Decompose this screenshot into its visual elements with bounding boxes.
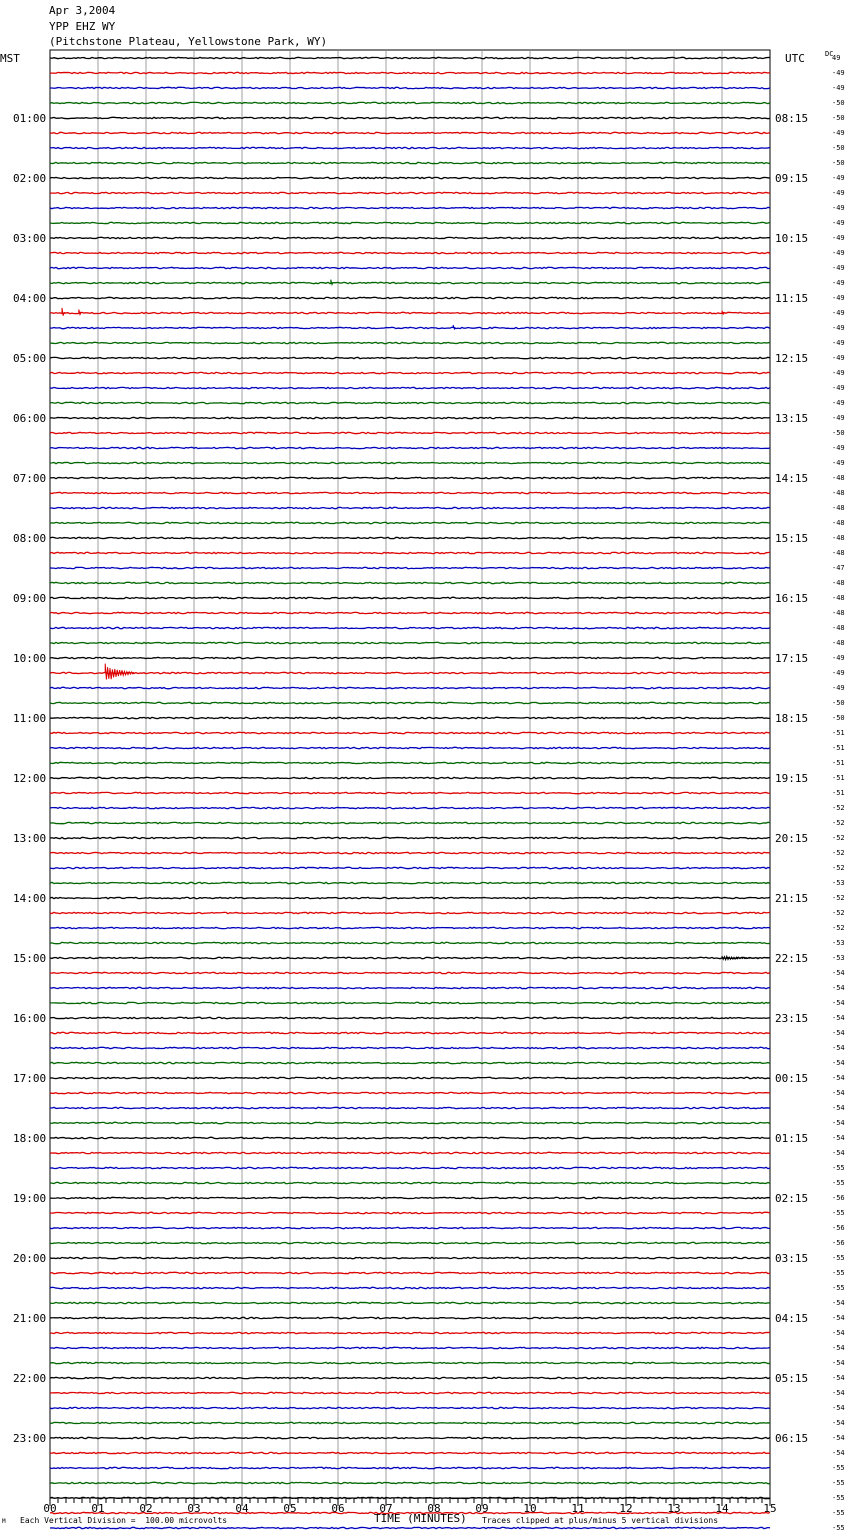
dc-offset-label: -54 — [832, 969, 845, 977]
hour-label-right: 03:15 — [775, 1252, 809, 1265]
trace-line — [50, 282, 770, 283]
x-tick-label: 02 — [139, 1502, 153, 1515]
dc-offset-label: -48 — [832, 504, 845, 512]
dc-offset-label: -55 — [832, 1464, 845, 1472]
dc-offset-label: -54 — [832, 1029, 845, 1037]
trace-line — [50, 1212, 770, 1213]
x-tick-label: 14 — [715, 1502, 729, 1515]
hour-label-left: 23:00 — [13, 1432, 47, 1445]
dc-offset-label: -50 — [832, 144, 845, 152]
dc-offset-label: -49 — [832, 354, 845, 362]
trace-line — [50, 432, 770, 433]
trace-line — [50, 747, 770, 748]
hour-label-right: 11:15 — [775, 292, 809, 305]
x-tick-label: 13 — [667, 1502, 681, 1515]
dc-offset-label: -56 — [832, 1194, 845, 1202]
hour-label-right: 05:15 — [775, 1372, 809, 1385]
trace-line — [50, 312, 770, 313]
event-waveform — [62, 308, 64, 316]
trace-line — [50, 477, 770, 478]
trace-line — [50, 1137, 770, 1138]
dc-offset-label: -49 — [832, 654, 845, 662]
trace-line — [50, 1227, 770, 1228]
hour-label-left: 16:00 — [13, 1012, 47, 1025]
dc-offset-label: -54 — [832, 1074, 845, 1082]
dc-offset-label: -54 — [832, 1149, 845, 1157]
trace-line — [50, 567, 770, 568]
dc-offset-label: -54 — [832, 984, 845, 992]
trace-line — [50, 717, 770, 718]
trace-line — [50, 207, 770, 208]
trace-line — [50, 987, 770, 988]
hour-label-left: 17:00 — [13, 1072, 47, 1085]
trace-line — [50, 852, 770, 853]
hour-label-right: 15:15 — [775, 532, 809, 545]
trace-line — [50, 657, 770, 658]
dc-offset-label: -49 — [832, 174, 845, 182]
trace-line — [50, 867, 770, 868]
dc-offset-label: -49 — [832, 294, 845, 302]
trace-line — [50, 1527, 770, 1528]
trace-line — [50, 342, 770, 343]
dc-offset-label: -52 — [832, 924, 845, 932]
hour-label-right: 12:15 — [775, 352, 809, 365]
trace-line — [50, 1287, 770, 1288]
hour-label-right: 04:15 — [775, 1312, 809, 1325]
trace-line — [50, 1347, 770, 1348]
dc-offset-label: -54 — [832, 1104, 845, 1112]
dc-offset-label: -51 — [832, 759, 845, 767]
dc-offset-label: -54 — [832, 1044, 845, 1052]
dc-offset-label: -54 — [832, 1374, 845, 1382]
trace-line — [50, 1107, 770, 1108]
dc-offset-label: -55 — [832, 1479, 845, 1487]
header-date: Apr 3,2004 — [49, 4, 116, 17]
hour-label-left: 14:00 — [13, 892, 47, 905]
dc-offset-label: -48 — [832, 519, 845, 527]
dc-offset-label: -51 — [832, 744, 845, 752]
trace-line — [50, 162, 770, 163]
trace-line — [50, 492, 770, 493]
trace-line — [50, 1092, 770, 1093]
dc-offset-label: -54 — [832, 1014, 845, 1022]
trace-line — [50, 777, 770, 778]
dc-offset-label: -55 — [832, 1164, 845, 1172]
trace-line — [50, 1062, 770, 1063]
hour-label-left: 09:00 — [13, 592, 47, 605]
trace-line — [50, 1482, 770, 1483]
dc-offset-label: -51 — [832, 774, 845, 782]
dc-offset-label: -49 — [832, 189, 845, 197]
trace-line — [50, 1167, 770, 1168]
trace-line — [50, 417, 770, 418]
dc-offset-label: -49 — [832, 414, 845, 422]
dc-offset-label: -54 — [832, 1059, 845, 1067]
dc-offset-label: -52 — [832, 819, 845, 827]
trace-line — [50, 1257, 770, 1258]
hour-label-right: 14:15 — [775, 472, 809, 485]
hour-label-right: 09:15 — [775, 172, 809, 185]
x-axis-label: TIME (MINUTES) — [374, 1512, 467, 1525]
dc-offset-label: -48 — [832, 594, 845, 602]
trace-line — [50, 447, 770, 448]
hour-label-left: 01:00 — [13, 112, 47, 125]
trace-line — [50, 627, 770, 628]
trace-line — [50, 507, 770, 508]
dc-offset-label: -55 — [832, 1269, 845, 1277]
dc-offset-label: -52 — [832, 849, 845, 857]
hour-label-left: 13:00 — [13, 832, 47, 845]
trace-line — [50, 327, 770, 328]
dc-offset-label: -49 — [832, 234, 845, 242]
trace-line — [50, 612, 770, 613]
dc-offset-label: -56 — [832, 1224, 845, 1232]
trace-line — [50, 702, 770, 703]
trace-line — [50, 552, 770, 553]
hour-label-left: 12:00 — [13, 772, 47, 785]
x-tick-label: 09 — [475, 1502, 489, 1515]
dc-offset-label: -56 — [832, 1239, 845, 1247]
trace-line — [50, 1197, 770, 1198]
dc-offset-label: -49 — [832, 444, 845, 452]
trace-line — [50, 1272, 770, 1273]
x-tick-label: 00 — [43, 1502, 57, 1515]
trace-line — [50, 1317, 770, 1318]
trace-line — [50, 597, 770, 598]
dc-offset-label: -52 — [832, 909, 845, 917]
hour-label-left: 15:00 — [13, 952, 47, 965]
header-station: YPP EHZ WY — [49, 20, 116, 33]
dc-offset-label: -48 — [832, 474, 845, 482]
trace-line — [50, 822, 770, 823]
dc-offset-label: -54 — [832, 1134, 845, 1142]
dc-offset-label: -55 — [832, 1209, 845, 1217]
hour-label-right: 16:15 — [775, 592, 809, 605]
dc-offset-label: -54 — [832, 1389, 845, 1397]
dc-offset-label: -54 — [832, 1119, 845, 1127]
hour-label-left: 04:00 — [13, 292, 47, 305]
dc-offset-label: -49 — [832, 69, 845, 77]
hour-label-left: 02:00 — [13, 172, 47, 185]
hour-label-left: 08:00 — [13, 532, 47, 545]
x-tick-label: 07 — [379, 1502, 393, 1515]
dc-offset-label: -49 — [832, 459, 845, 467]
right-timezone-label: UTC — [785, 52, 805, 65]
dc-offset-label: 49 — [832, 54, 841, 62]
trace-line — [50, 1302, 770, 1303]
dc-offset-label: -51 — [832, 789, 845, 797]
dc-offset-label: -50 — [832, 699, 845, 707]
x-tick-label: 05 — [283, 1502, 297, 1515]
trace-line — [50, 252, 770, 253]
dc-offset-label: -54 — [832, 1329, 845, 1337]
trace-line — [50, 237, 770, 238]
dc-offset-label: -54 — [832, 1404, 845, 1412]
dc-offset-label: -49 — [832, 324, 845, 332]
trace-line — [50, 117, 770, 118]
left-timezone-label: MST — [0, 52, 20, 65]
trace-line — [50, 582, 770, 583]
dc-offset-label: -49 — [832, 669, 845, 677]
dc-offset-label: -54 — [832, 1089, 845, 1097]
trace-line — [50, 1407, 770, 1408]
dc-offset-label: -52 — [832, 804, 845, 812]
trace-line — [50, 927, 770, 928]
dc-offset-label: -54 — [832, 1419, 845, 1427]
dc-offset-label: -54 — [832, 999, 845, 1007]
dc-offset-label: -53 — [832, 939, 845, 947]
dc-header-label: DC — [825, 50, 834, 58]
trace-line — [50, 462, 770, 463]
hour-label-left: 07:00 — [13, 472, 47, 485]
x-tick-label: 06 — [331, 1502, 345, 1515]
trace-line — [50, 732, 770, 733]
dc-offset-label: -49 — [832, 279, 845, 287]
dc-offset-label: -49 — [832, 339, 845, 347]
trace-line — [50, 1422, 770, 1423]
trace-line — [50, 537, 770, 538]
hour-label-left: 11:00 — [13, 712, 47, 725]
dc-offset-label: -52 — [832, 864, 845, 872]
trace-line — [50, 1377, 770, 1378]
x-tick-label: 01 — [91, 1502, 105, 1515]
x-tick-label: 11 — [571, 1502, 585, 1515]
dc-offset-label: -48 — [832, 579, 845, 587]
hour-label-left: 21:00 — [13, 1312, 47, 1325]
dc-offset-label: -48 — [832, 549, 845, 557]
hour-label-left: 10:00 — [13, 652, 47, 665]
dc-offset-label: -49 — [832, 129, 845, 137]
trace-line — [50, 1437, 770, 1438]
trace-line — [50, 1077, 770, 1078]
trace-line — [50, 807, 770, 808]
dc-offset-label: -50 — [832, 114, 845, 122]
x-tick-label: 04 — [235, 1502, 249, 1515]
trace-line — [50, 762, 770, 763]
dc-offset-label: -50 — [832, 159, 845, 167]
dc-offset-label: -49 — [832, 204, 845, 212]
hour-label-right: 13:15 — [775, 412, 809, 425]
trace-line — [50, 942, 770, 943]
trace-line — [50, 102, 770, 103]
dc-offset-label: -54 — [832, 1299, 845, 1307]
dc-offset-label: -48 — [832, 639, 845, 647]
hour-label-right: 17:15 — [775, 652, 809, 665]
trace-line — [50, 912, 770, 913]
dc-offset-label: -49 — [832, 399, 845, 407]
trace-line — [50, 402, 770, 403]
x-tick-label: 10 — [523, 1502, 537, 1515]
trace-line — [50, 687, 770, 688]
hour-label-left: 22:00 — [13, 1372, 47, 1385]
trace-line — [50, 1467, 770, 1468]
hour-label-right: 19:15 — [775, 772, 809, 785]
dc-offset-label: -54 — [832, 1314, 845, 1322]
dc-offset-label: -48 — [832, 489, 845, 497]
dc-offset-label: -54 — [832, 1344, 845, 1352]
hour-label-right: 21:15 — [775, 892, 809, 905]
dc-offset-label: -49 — [832, 84, 845, 92]
hour-label-left: 06:00 — [13, 412, 47, 425]
trace-line — [50, 642, 770, 643]
hour-label-right: 06:15 — [775, 1432, 809, 1445]
trace-line — [50, 357, 770, 358]
dc-offset-label: -55 — [832, 1494, 845, 1502]
hour-label-right: 20:15 — [775, 832, 809, 845]
trace-line — [50, 192, 770, 193]
header-location: (Pitchstone Plateau, Yellowstone Park, WY) — [49, 35, 328, 48]
trace-line — [50, 177, 770, 178]
trace-line — [50, 672, 770, 673]
x-tick-label: 03 — [187, 1502, 201, 1515]
dc-offset-label: -55 — [832, 1284, 845, 1292]
trace-line — [50, 1242, 770, 1243]
dc-offset-label: -54 — [832, 1434, 845, 1442]
dc-offset-label: -49 — [832, 684, 845, 692]
trace-line — [50, 1047, 770, 1048]
dc-offset-label: -48 — [832, 534, 845, 542]
trace-line — [50, 1452, 770, 1453]
trace-line — [50, 267, 770, 268]
hour-label-right: 01:15 — [775, 1132, 809, 1145]
hour-label-right: 02:15 — [775, 1192, 809, 1205]
dc-offset-label: -49 — [832, 384, 845, 392]
hour-label-left: 20:00 — [13, 1252, 47, 1265]
hour-label-right: 23:15 — [775, 1012, 809, 1025]
event-waveform — [105, 664, 134, 680]
dc-offset-label: -49 — [832, 369, 845, 377]
trace-line — [50, 57, 770, 58]
dc-offset-label: -55 — [832, 1254, 845, 1262]
dc-offset-label: -49 — [832, 309, 845, 317]
trace-line — [50, 147, 770, 148]
dc-offset-label: -52 — [832, 834, 845, 842]
trace-line — [50, 1362, 770, 1363]
dc-offset-label: -54 — [832, 1359, 845, 1367]
trace-line — [50, 387, 770, 388]
trace-line — [50, 1182, 770, 1183]
hour-label-right: 22:15 — [775, 952, 809, 965]
dc-offset-label: -50 — [832, 99, 845, 107]
dc-offset-label: -55 — [832, 1509, 845, 1517]
trace-line — [50, 222, 770, 223]
trace-line — [50, 72, 770, 73]
clip-note: Traces clipped at plus/minus 5 vertical divisions — [482, 1516, 719, 1525]
hour-label-left: 19:00 — [13, 1192, 47, 1205]
dc-offset-label: -49 — [832, 249, 845, 257]
dc-offset-label: -50 — [832, 429, 845, 437]
trace-line — [50, 972, 770, 973]
trace-line — [50, 792, 770, 793]
hour-label-right: 18:15 — [775, 712, 809, 725]
hour-label-left: 05:00 — [13, 352, 47, 365]
dc-offset-label: -55 — [832, 1524, 845, 1532]
trace-line — [50, 1392, 770, 1393]
trace-line — [50, 1032, 770, 1033]
dc-offset-label: -50 — [832, 714, 845, 722]
dc-offset-label: -49 — [832, 219, 845, 227]
trace-line — [50, 1002, 770, 1003]
dc-offset-label: -47 — [832, 564, 845, 572]
dc-offset-label: -52 — [832, 894, 845, 902]
dc-offset-label: -53 — [832, 954, 845, 962]
trace-line — [50, 1017, 770, 1018]
hour-label-right: 00:15 — [775, 1072, 809, 1085]
trace-line — [50, 1152, 770, 1153]
dc-offset-label: -53 — [832, 879, 845, 887]
dc-offset-label: -55 — [832, 1179, 845, 1187]
event-waveform — [722, 956, 759, 960]
trace-line — [50, 957, 770, 958]
hour-label-left: 03:00 — [13, 232, 47, 245]
trace-line — [50, 297, 770, 298]
trace-line — [50, 1122, 770, 1123]
trace-line — [50, 372, 770, 373]
x-tick-label: 15 — [763, 1502, 777, 1515]
hour-label-right: 08:15 — [775, 112, 809, 125]
trace-line — [50, 1332, 770, 1333]
dc-offset-label: -49 — [832, 264, 845, 272]
trace-line — [50, 897, 770, 898]
trace-line — [50, 87, 770, 88]
dc-offset-label: -48 — [832, 624, 845, 632]
trace-line — [50, 132, 770, 133]
scale-note: Each Vertical Division = 100.00 microvolts — [20, 1516, 228, 1525]
corner-mark: M — [2, 1518, 6, 1525]
trace-line — [50, 837, 770, 838]
trace-line — [50, 522, 770, 523]
hour-label-left: 18:00 — [13, 1132, 47, 1145]
dc-offset-label: -54 — [832, 1449, 845, 1457]
x-tick-label: 12 — [619, 1502, 633, 1515]
dc-offset-label: -48 — [832, 609, 845, 617]
trace-line — [50, 882, 770, 883]
dc-offset-label: -51 — [832, 729, 845, 737]
x-tick-label: 08 — [427, 1502, 441, 1515]
hour-label-right: 10:15 — [775, 232, 809, 245]
